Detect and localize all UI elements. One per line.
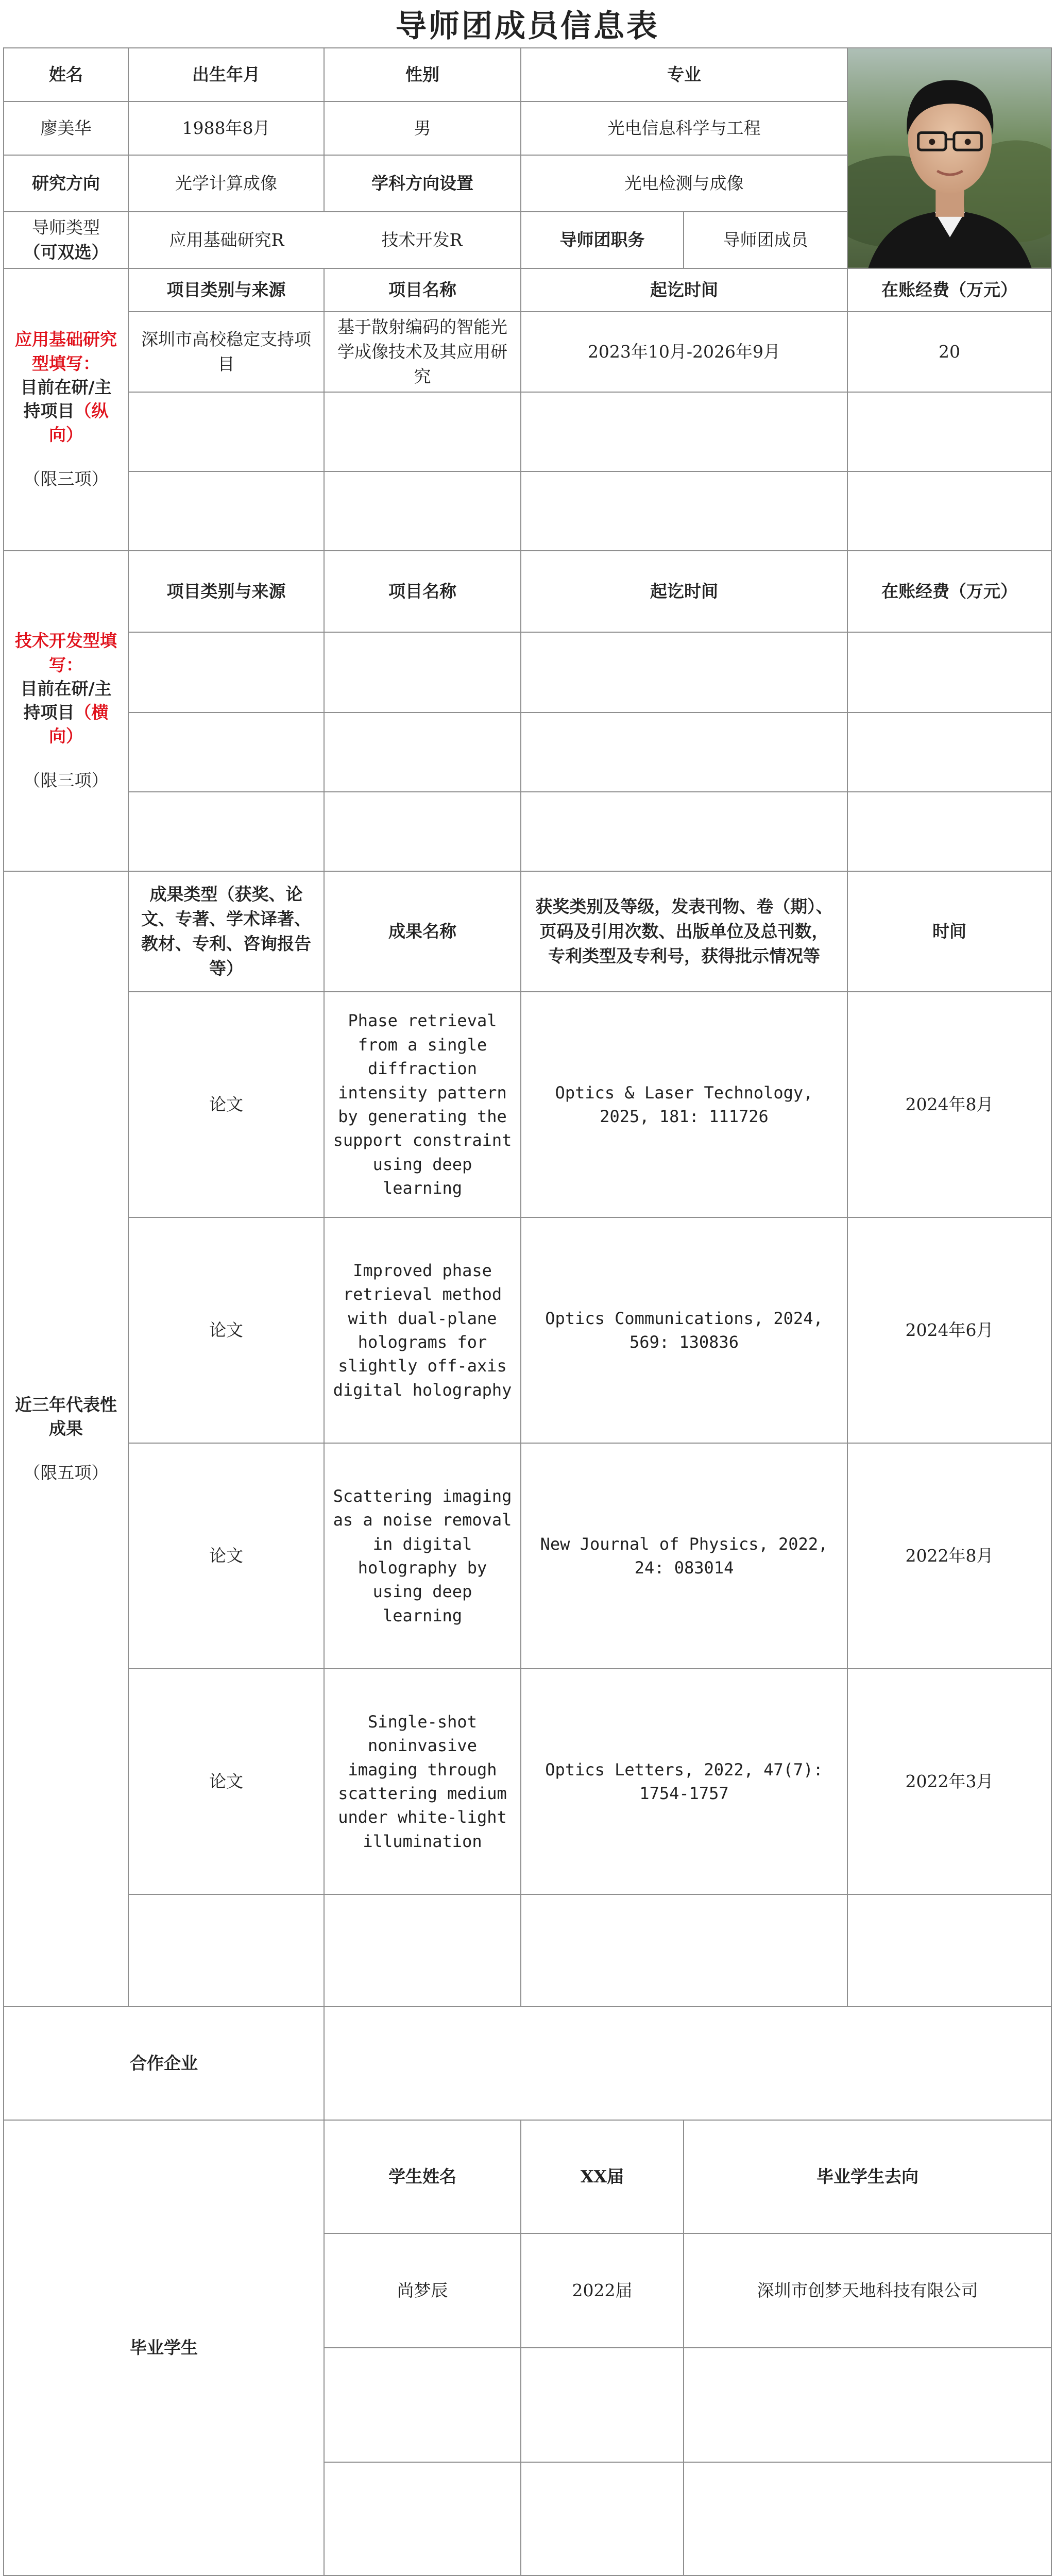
achievement-row-3-details: New Journal of Physics, 2022, 24: 083014: [520, 1443, 848, 1669]
page-title: 导师团成员信息表: [396, 8, 659, 44]
tech-header-funds: 在账经费（万元）: [847, 550, 1052, 633]
applied-label-red-1: 应用基础研究: [15, 329, 117, 350]
graduate-row-3-name: [324, 2462, 521, 2576]
applied-row-2-name: [324, 392, 521, 472]
portrait-photo: [848, 47, 1051, 269]
graduate-row-1-destination: 深圳市创梦天地科技有限公司: [683, 2233, 1052, 2348]
tech-header-period: 起讫时间: [520, 550, 848, 633]
tech-row-3-period: [520, 791, 848, 872]
birth-value: 1988年8月: [128, 101, 325, 156]
avatar: [847, 47, 1052, 269]
applied-row-1-period: 2023年10月-2026年9月: [520, 311, 848, 393]
tech-row-2-funds: [847, 712, 1052, 792]
graduates-header-destination: 毕业学生去向: [683, 2120, 1052, 2234]
applied-header-name: 项目名称: [324, 268, 521, 312]
achievement-row-2-type: 论文: [128, 1217, 325, 1444]
achievement-row-1-title: Phase retrieval from a single diffraction intensity pattern by generating the support constraint using deep learning: [324, 991, 521, 1218]
tech-row-1-period: [520, 632, 848, 713]
tech-row-2-period: [520, 712, 848, 792]
discipline-value: 光电检测与成像: [520, 155, 848, 212]
achievement-row-5-title: [324, 1894, 521, 2007]
name-value: 廖美华: [3, 101, 129, 156]
tech-limit: （限三项）: [23, 770, 109, 791]
achievement-row-4-time: 2022年3月: [847, 1668, 1052, 1895]
applied-row-3-name: [324, 471, 521, 551]
mentor-type-label-line2: （可双选）: [23, 242, 109, 262]
applied-label-line-2: [24, 399, 109, 423]
applied-header-period: 起讫时间: [520, 268, 848, 312]
tech-header-source: 项目类别与来源: [128, 550, 325, 633]
mentor-type-option-tech: 技术开发R: [324, 211, 521, 269]
achievements-limit: （限五项）: [23, 1463, 109, 1483]
applied-label-red-3: （纵: [74, 401, 109, 421]
tech-row-1-funds: [847, 632, 1052, 713]
applied-row-3-source: [128, 471, 325, 551]
achievement-row-5-time: [847, 1894, 1052, 2007]
tech-row-3-source: [128, 791, 325, 872]
graduate-row-1-name: 尚梦辰: [324, 2233, 521, 2348]
tech-development-label: [3, 550, 129, 872]
applied-row-1-source: 深圳市高校稳定支持项目: [128, 311, 325, 393]
name-label: 姓名: [3, 47, 129, 102]
discipline-label: 学科方向设置: [324, 155, 521, 212]
tech-label-line-2-text: 持项目: [23, 702, 75, 722]
tech-label-red-2: 写：: [49, 654, 83, 675]
enterprise-label: 合作企业: [3, 2006, 325, 2121]
applied-research-label: [3, 268, 129, 551]
research-value: 光学计算成像: [128, 155, 325, 212]
achievement-row-4-type: 论文: [128, 1668, 325, 1895]
major-value: 光电信息科学与工程: [520, 101, 848, 156]
duty-label: 导师团职务: [520, 211, 684, 269]
applied-row-2-funds: [847, 392, 1052, 472]
achievement-row-5-details: [520, 1894, 848, 2007]
tech-label-red-1: 技术开发型填: [15, 631, 117, 651]
achievement-row-2-details: Optics Communications, 2024, 569: 130836: [520, 1217, 848, 1444]
achievement-row-4-title: Single-shot noninvasive imaging through scattering medium under white-light illumination: [324, 1668, 521, 1895]
achievements-header-name: 成果名称: [324, 871, 521, 992]
tech-label-red-4: 向）: [49, 726, 83, 747]
applied-label-line-1: 目前在研/主: [20, 377, 112, 397]
tech-header-name: 项目名称: [324, 550, 521, 633]
graduate-row-3-class: [520, 2462, 684, 2576]
tech-row-1-name: [324, 632, 521, 713]
achievement-row-1-details: Optics & Laser Technology, 2025, 181: 111726: [520, 991, 848, 1218]
graduate-row-3-destination: [683, 2462, 1052, 2576]
duty-value: 导师团成员: [683, 211, 848, 269]
birth-label: 出生年月: [128, 47, 325, 102]
achievement-row-3-title: Scattering imaging as a noise removal in digital holography by using deep learning: [324, 1443, 521, 1669]
applied-header-source: 项目类别与来源: [128, 268, 325, 312]
graduates-label: 毕业学生: [3, 2120, 325, 2576]
graduate-row-2-name: [324, 2347, 521, 2463]
achievement-row-2-title: Improved phase retrieval method with dual-plane holograms for slightly off-axis digital holography: [324, 1217, 521, 1444]
tech-label-red-3: （横: [74, 702, 109, 722]
graduate-row-2-class: [520, 2347, 684, 2463]
applied-row-2-source: [128, 392, 325, 472]
graduates-header-class: XX届: [520, 2120, 684, 2234]
achievements-header-type: 成果类型（获奖、论文、专著、学术译著、教材、专利、咨询报告等）: [128, 871, 325, 992]
tech-row-3-name: [324, 791, 521, 872]
major-label: 专业: [520, 47, 848, 102]
tech-label-line-2: [24, 701, 109, 724]
graduate-row-1-class: 2022届: [520, 2233, 684, 2348]
achievement-row-3-type: 论文: [128, 1443, 325, 1669]
achievement-row-3-time: 2022年8月: [847, 1443, 1052, 1669]
applied-label-line-2-text: 持项目: [23, 401, 75, 421]
achievement-row-5-type: [128, 1894, 325, 2007]
graduate-row-2-destination: [683, 2347, 1052, 2463]
applied-limit: （限三项）: [23, 469, 109, 489]
applied-header-funds: 在账经费（万元）: [847, 268, 1052, 312]
achievements-header-time: 时间: [847, 871, 1052, 992]
enterprise-value: [324, 2006, 1052, 2121]
applied-label-red-4: 向）: [49, 425, 83, 445]
mentor-type-label-line1: 导师类型: [32, 217, 100, 238]
achievement-row-4-details: Optics Letters, 2022, 47(7): 1754-1757: [520, 1668, 848, 1895]
achievement-row-2-time: 2024年6月: [847, 1217, 1052, 1444]
achievements-label-line-1: 近三年代表性: [15, 1394, 117, 1415]
achievements-label: [3, 871, 129, 2007]
applied-row-1-funds: 20: [847, 311, 1052, 393]
tech-row-1-source: [128, 632, 325, 713]
achievements-header-details: 获奖类别及等级，发表刊物、卷（期）、页码及引用次数、出版单位及总刊数，专利类型及专利号，获得批示情况等: [520, 871, 848, 992]
tech-row-2-name: [324, 712, 521, 792]
tech-label-line-1: 目前在研/主: [20, 678, 112, 699]
achievement-row-1-type: 论文: [128, 991, 325, 1218]
applied-row-1-name: 基于散射编码的智能光学成像技术及其应用研究: [324, 311, 521, 393]
graduates-header-name: 学生姓名: [324, 2120, 521, 2234]
gender-label: 性别: [324, 47, 521, 102]
applied-row-2-period: [520, 392, 848, 472]
research-label: 研究方向: [3, 155, 129, 212]
achievements-label-line-2: 成果: [49, 1418, 83, 1438]
tech-row-3-funds: [847, 791, 1052, 872]
gender-value: 男: [324, 101, 521, 156]
applied-row-3-funds: [847, 471, 1052, 551]
applied-row-3-period: [520, 471, 848, 551]
mentor-type-label: [3, 211, 129, 269]
mentor-type-option-applied: 应用基础研究R: [128, 211, 325, 269]
tech-row-2-source: [128, 712, 325, 792]
achievement-row-1-time: 2024年8月: [847, 991, 1052, 1218]
applied-label-red-2: 型填写：: [32, 353, 100, 374]
